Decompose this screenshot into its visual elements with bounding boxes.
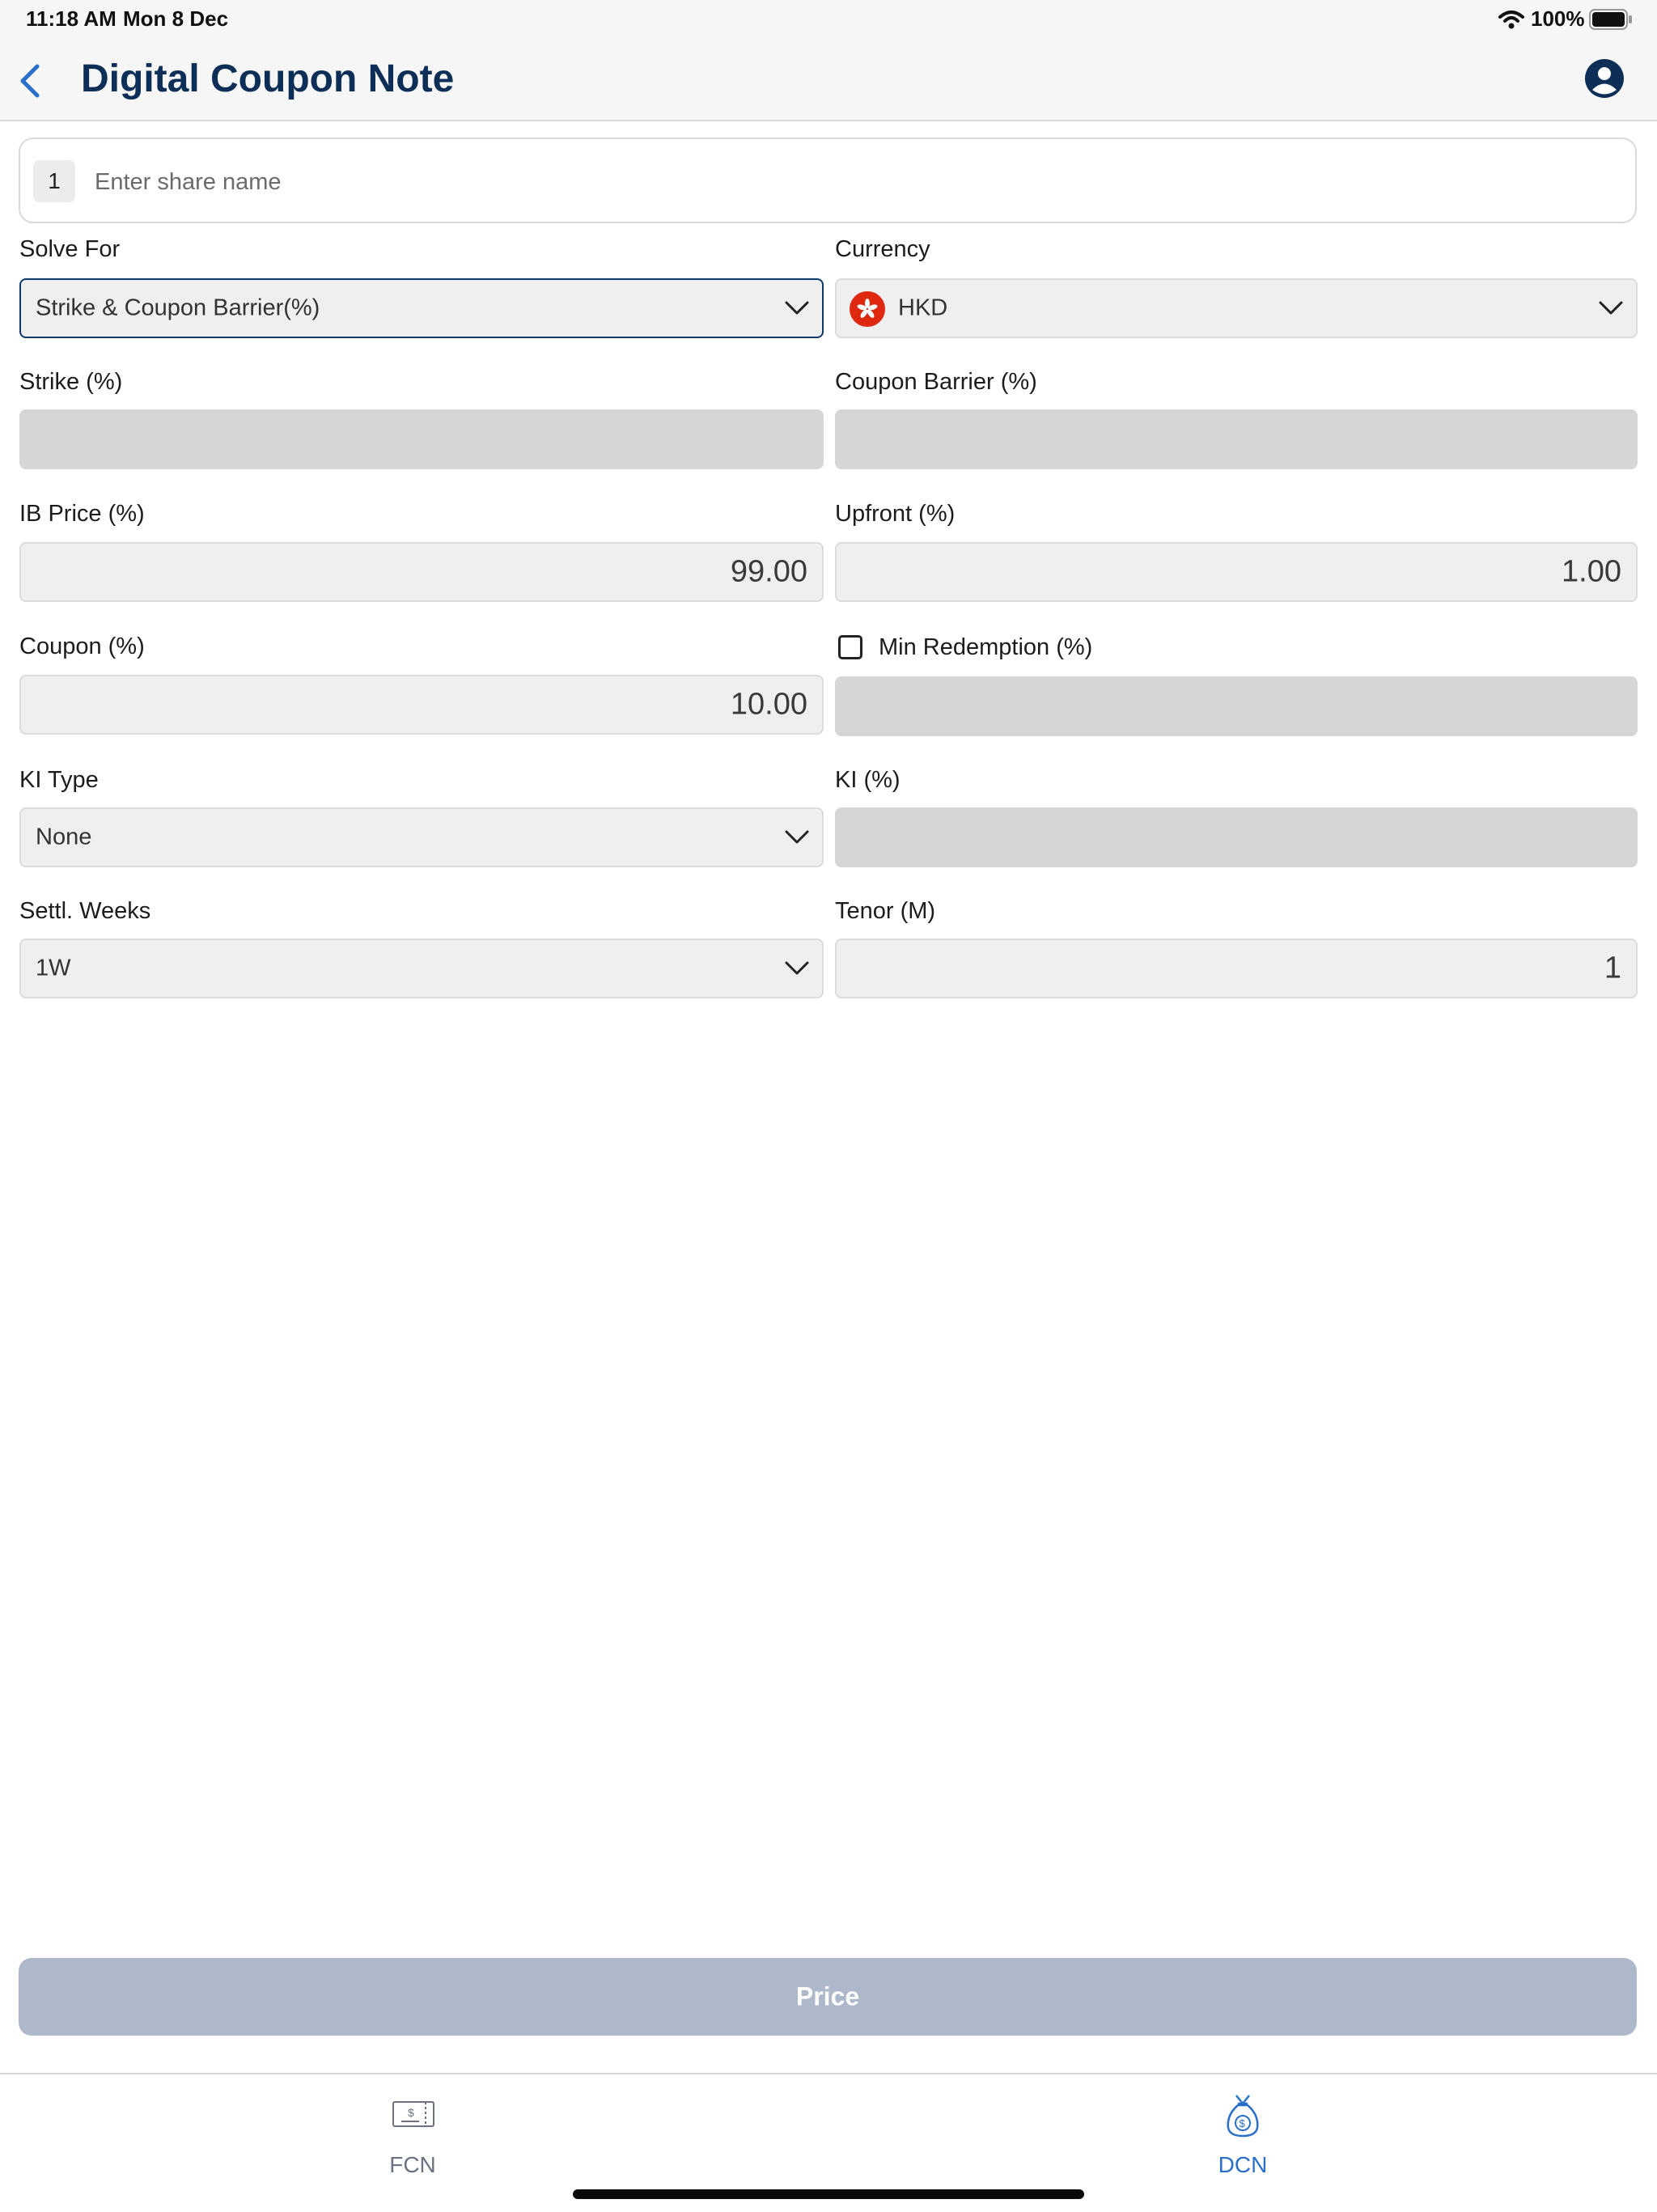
price-button[interactable] xyxy=(19,1958,1637,2036)
currency-label: Currency xyxy=(835,236,930,262)
coupon-value: 10.00 xyxy=(730,687,807,722)
ki-type-label: KI Type xyxy=(19,767,99,793)
coupon-barrier-field xyxy=(835,409,1638,469)
wifi-icon xyxy=(1498,10,1524,29)
share-index-badge: 1 xyxy=(33,160,75,202)
coupon-label: Coupon (%) xyxy=(19,634,145,659)
ki-type-value: None xyxy=(36,824,92,850)
status-time: 11:18 AM xyxy=(26,6,117,31)
solve-for-value: Strike & Coupon Barrier(%) xyxy=(36,295,320,321)
chevron-down-icon xyxy=(1599,301,1623,316)
chevron-down-icon xyxy=(785,301,809,316)
solve-for-select[interactable] xyxy=(19,278,824,338)
profile-icon[interactable] xyxy=(1584,58,1625,99)
ib-price-label: IB Price (%) xyxy=(19,501,145,527)
money-bag-icon xyxy=(1223,2092,1262,2138)
tab-fcn-label: FCN xyxy=(389,2152,436,2177)
ib-price-input[interactable] xyxy=(19,542,824,602)
upfront-label: Upfront (%) xyxy=(835,501,956,527)
note-icon xyxy=(392,2100,435,2128)
hong-kong-flag-icon xyxy=(850,291,885,327)
back-chevron-icon[interactable] xyxy=(18,63,42,99)
battery-percent: 100% xyxy=(1531,6,1585,31)
chevron-down-icon xyxy=(785,961,809,976)
navigation-bar xyxy=(0,39,1657,121)
status-bar xyxy=(0,0,1657,39)
ki-field xyxy=(835,807,1638,867)
min-redemption-label: Min Redemption (%) xyxy=(879,634,1093,660)
home-indicator xyxy=(573,2189,1084,2199)
svg-text:$: $ xyxy=(1239,2117,1245,2129)
upfront-value: 1.00 xyxy=(1562,554,1621,589)
currency-value: HKD xyxy=(898,295,948,321)
share-name-input[interactable] xyxy=(93,159,1617,206)
settl-weeks-label: Settl. Weeks xyxy=(19,898,151,924)
svg-text:$: $ xyxy=(408,2106,414,2119)
tab-dcn-label: DCN xyxy=(1218,2152,1268,2177)
min-redemption-checkbox[interactable] xyxy=(838,635,862,659)
solve-for-label: Solve For xyxy=(19,236,121,262)
upfront-input[interactable] xyxy=(835,542,1638,602)
tenor-value: 1 xyxy=(1604,951,1621,985)
tab-dcn[interactable] xyxy=(1162,2091,1324,2188)
currency-select[interactable] xyxy=(835,278,1638,338)
battery-icon xyxy=(1589,9,1633,30)
tab-fcn[interactable] xyxy=(332,2091,494,2188)
tenor-input[interactable] xyxy=(835,939,1638,998)
settl-weeks-select[interactable] xyxy=(19,939,824,998)
ki-type-select[interactable] xyxy=(19,807,824,867)
status-date: Mon 8 Dec xyxy=(123,6,229,31)
chevron-down-icon xyxy=(785,830,809,845)
min-redemption-field xyxy=(835,676,1638,736)
coupon-barrier-label: Coupon Barrier (%) xyxy=(835,369,1037,395)
share-name-box[interactable] xyxy=(19,138,1637,223)
tenor-label: Tenor (M) xyxy=(835,898,936,924)
page-title: Digital Coupon Note xyxy=(81,57,455,100)
ib-price-value: 99.00 xyxy=(730,554,807,589)
settl-weeks-value: 1W xyxy=(36,955,71,981)
strike-field xyxy=(19,409,824,469)
coupon-input[interactable] xyxy=(19,675,824,735)
strike-label: Strike (%) xyxy=(19,369,123,395)
ki-label: KI (%) xyxy=(835,767,901,793)
price-button-label: Price xyxy=(795,1981,860,2011)
